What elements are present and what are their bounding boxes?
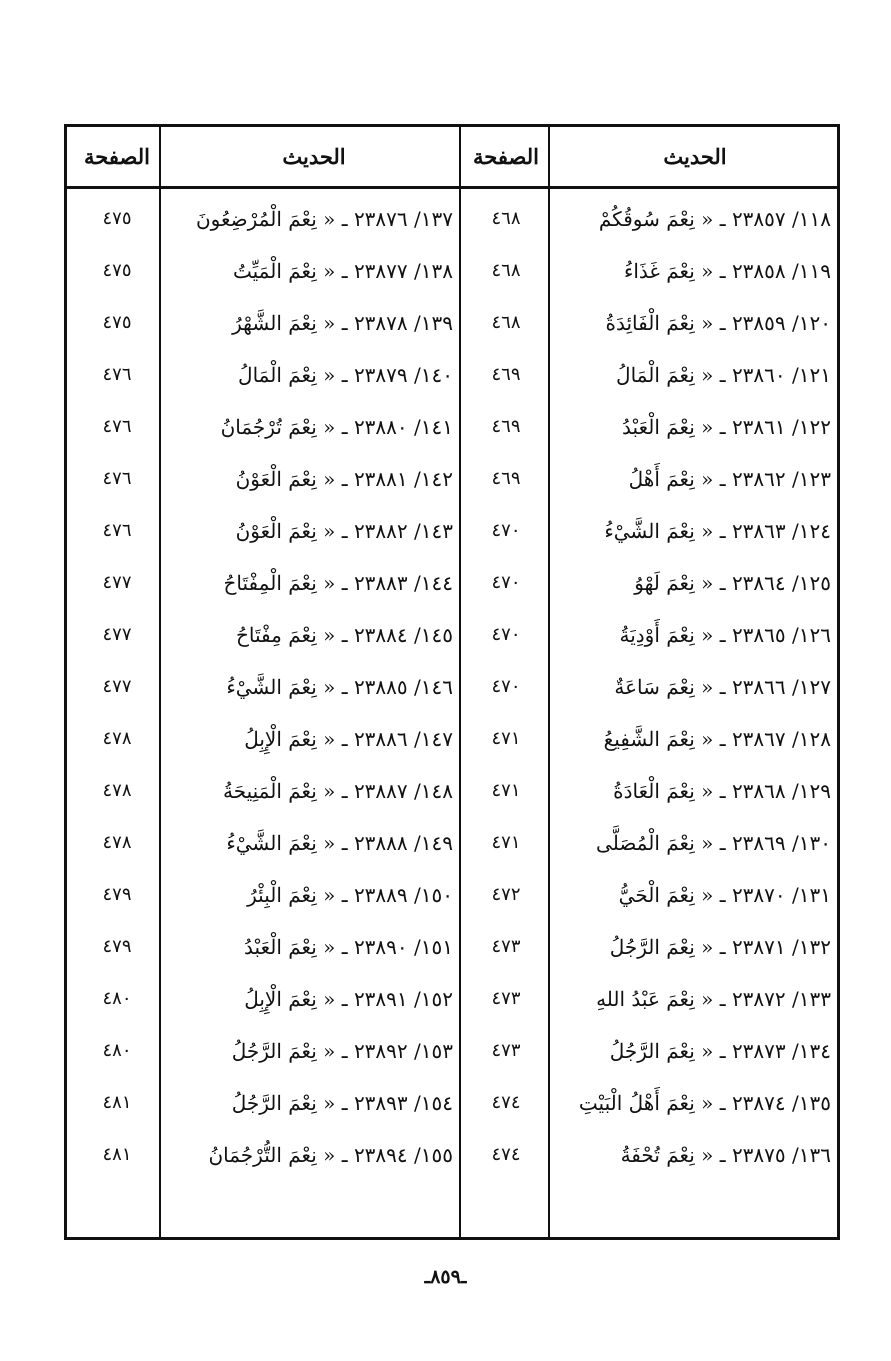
- table-row: [67, 1025, 837, 1077]
- right-page-cell: ٤٧٠: [491, 624, 521, 645]
- table-row: [67, 1077, 837, 1129]
- left-hadith-cell: ١٣٧/ ٢٣٨٧٦ ـ « نِعْمَ الْمُرْضِعُونَ: [195, 207, 453, 231]
- right-page-cell: ٤٦٨: [491, 260, 521, 281]
- table-row: [67, 557, 837, 609]
- right-page-cell: ٤٧١: [491, 832, 521, 853]
- table-row: [67, 973, 837, 1025]
- right-hadith-cell: ١٣٠/ ٢٣٨٦٩ ـ « نِعْمَ الْمُصَلَّى: [596, 831, 831, 855]
- right-hadith-cell: ١٢١/ ٢٣٨٦٠ ـ « نِعْمَ الْمَالُ: [616, 363, 831, 387]
- right-page-cell: ٤٦٩: [491, 468, 521, 489]
- right-hadith-cell: ١٣٥/ ٢٣٨٧٤ ـ « نِعْمَ أَهْلُ الْبَيْتِ: [578, 1091, 831, 1115]
- left-page-cell: ٤٧٨: [102, 780, 132, 801]
- left-hadith-cell: ١٣٨/ ٢٣٨٧٧ ـ « نِعْمَ الْمَيِّتُ: [233, 259, 453, 283]
- table-row: [67, 505, 837, 557]
- left-page-cell: ٤٧٧: [102, 676, 132, 697]
- left-page-cell: ٤٧٦: [102, 520, 132, 541]
- left-hadith-cell: ١٤٠/ ٢٣٨٧٩ ـ « نِعْمَ الْمَالُ: [238, 363, 453, 387]
- left-hadith-cell: ١٣٩/ ٢٣٨٧٨ ـ « نِعْمَ الشَّهْرُ: [232, 311, 453, 335]
- right-page-cell: ٤٧٣: [491, 988, 521, 1009]
- table-row: [67, 817, 837, 869]
- left-hadith-cell: ١٥٥/ ٢٣٨٩٤ ـ « نِعْمَ التُّرْجُمَانُ: [208, 1143, 453, 1167]
- table-row: [67, 869, 837, 921]
- left-hadith-cell: ١٤٩/ ٢٣٨٨٨ ـ « نِعْمَ الشَّيْءُ: [226, 831, 453, 855]
- left-hadith-cell: ١٤٦/ ٢٣٨٨٥ ـ « نِعْمَ الشَّيْءُ: [226, 675, 453, 699]
- page-number: ـ٨٥٩ـ: [424, 1266, 467, 1288]
- left-page-cell: ٤٧٥: [102, 260, 132, 281]
- left-page-cell: ٤٧٥: [102, 312, 132, 333]
- header-divider: [67, 186, 837, 189]
- left-hadith-cell: ١٥٠/ ٢٣٨٨٩ ـ « نِعْمَ الْبِئْرُ: [247, 883, 453, 907]
- left-hadith-cell: ١٤٨/ ٢٣٨٨٧ ـ « نِعْمَ الْمَنِيحَةُ: [222, 779, 453, 803]
- right-hadith-cell: ١٣٣/ ٢٣٨٧٢ ـ « نِعْمَ عَبْدُ اللهِ: [596, 987, 831, 1011]
- left-page-cell: ٤٧٦: [102, 364, 132, 385]
- right-hadith-cell: ١٢٩/ ٢٣٨٦٨ ـ « نِعْمَ الْعَادَةُ: [613, 779, 831, 803]
- left-hadith-cell: ١٥٣/ ٢٣٨٩٢ ـ « نِعْمَ الرَّجُلُ: [231, 1039, 453, 1063]
- right-hadith-cell: ١٢٦/ ٢٣٨٦٥ ـ « نِعْمَ أَوْدِيَةُ: [619, 623, 831, 647]
- right-hadith-cell: ١٢٣/ ٢٣٨٦٢ ـ « نِعْمَ أَهْلُ: [628, 467, 831, 491]
- left-hadith-cell: ١٤٧/ ٢٣٨٨٦ ـ « نِعْمَ الْإِبِلُ: [244, 727, 453, 751]
- left-page-cell: ٤٧٥: [102, 208, 132, 229]
- left-page-cell: ٤٧٨: [102, 728, 132, 749]
- right-hadith-cell: ١١٩/ ٢٣٨٥٨ ـ « نِعْمَ غَذَاءُ: [623, 259, 831, 283]
- right-page-cell: ٤٧٤: [491, 1144, 521, 1165]
- right-hadith-cell: ١٢٥/ ٢٣٨٦٤ ـ « نِعْمَ لَهْوُ: [634, 571, 831, 595]
- right-hadith-cell: ١٢٧/ ٢٣٨٦٦ ـ « نِعْمَ سَاعَةٌ: [614, 675, 831, 699]
- left-page-cell: ٤٧٧: [102, 624, 132, 645]
- left-page-cell: ٤٧٦: [102, 468, 132, 489]
- left-hadith-cell: ١٥٢/ ٢٣٨٩١ ـ « نِعْمَ الْإِبِلُ: [244, 987, 453, 1011]
- right-hadith-cell: ١٣٤/ ٢٣٨٧٣ ـ « نِعْمَ الرَّجُلُ: [609, 1039, 831, 1063]
- table-row: [67, 921, 837, 973]
- table-row: [67, 349, 837, 401]
- left-hadith-cell: ١٤١/ ٢٣٨٨٠ ـ « نِعْمَ تُرْجُمَانُ: [220, 415, 453, 439]
- right-hadith-cell: ١٢٢/ ٢٣٨٦١ ـ « نِعْمَ الْعَبْدُ: [622, 415, 831, 439]
- left-page-cell: ٤٧٧: [102, 572, 132, 593]
- table-row: [67, 609, 837, 661]
- table-row: [67, 297, 837, 349]
- right-hadith-cell: ١٣١/ ٢٣٨٧٠ ـ « نِعْمَ الْحَيُّ: [618, 883, 831, 907]
- left-page-cell: ٤٨١: [102, 1144, 132, 1165]
- left-page-cell: ٤٧٦: [102, 416, 132, 437]
- table-row: [67, 713, 837, 765]
- table-row: [67, 401, 837, 453]
- right-page-cell: ٤٧٠: [491, 520, 521, 541]
- right-page-cell: ٤٧٠: [491, 572, 521, 593]
- right-page-cell: ٤٦٨: [491, 312, 521, 333]
- left-page-cell: ٤٧٩: [102, 884, 132, 905]
- left-hadith-cell: ١٤٢/ ٢٣٨٨١ ـ « نِعْمَ الْعَوْنُ: [235, 467, 453, 491]
- table-row: [67, 193, 837, 245]
- left-page-cell: ٤٨١: [102, 1092, 132, 1113]
- header-left-page: الصفحة: [84, 144, 150, 169]
- table-row: [67, 245, 837, 297]
- right-hadith-cell: ١٢٨/ ٢٣٨٦٧ ـ « نِعْمَ الشَّفِيعُ: [603, 727, 831, 751]
- left-page-cell: ٤٨٠: [102, 1040, 132, 1061]
- right-hadith-cell: ١١٨/ ٢٣٨٥٧ ـ « نِعْمَ سُوقُكُمْ: [598, 207, 831, 231]
- index-table: [64, 124, 840, 1240]
- header-right-page: الصفحة: [473, 144, 539, 169]
- right-hadith-cell: ١٣٢/ ٢٣٨٧١ ـ « نِعْمَ الرَّجُلُ: [609, 935, 831, 959]
- right-page-cell: ٤٧٠: [491, 676, 521, 697]
- right-page-cell: ٤٧٤: [491, 1092, 521, 1113]
- left-page-cell: ٤٨٠: [102, 988, 132, 1009]
- left-hadith-cell: ١٤٣/ ٢٣٨٨٢ ـ « نِعْمَ الْعَوْنُ: [235, 519, 453, 543]
- right-page-cell: ٤٦٨: [491, 208, 521, 229]
- table-row: [67, 661, 837, 713]
- right-page-cell: ٤٦٩: [491, 364, 521, 385]
- right-page-cell: ٤٧٣: [491, 936, 521, 957]
- right-page-cell: ٤٧٢: [491, 884, 521, 905]
- table-row: [67, 453, 837, 505]
- table-row: [67, 1129, 837, 1181]
- right-page-cell: ٤٧١: [491, 780, 521, 801]
- left-hadith-cell: ١٥٤/ ٢٣٨٩٣ ـ « نِعْمَ الرَّجُلُ: [231, 1091, 453, 1115]
- right-hadith-cell: ١٢٠/ ٢٣٨٥٩ ـ « نِعْمَ الْفَائِدَةُ: [605, 311, 831, 335]
- header-left-hadith: الحديث: [282, 144, 346, 169]
- right-hadith-cell: ١٣٦/ ٢٣٨٧٥ ـ « نِعْمَ تُحْفَةُ: [620, 1143, 831, 1167]
- header-right-hadith: الحديث: [663, 144, 727, 169]
- right-hadith-cell: ١٢٤/ ٢٣٨٦٣ ـ « نِعْمَ الشَّيْءُ: [604, 519, 831, 543]
- right-page-cell: ٤٦٩: [491, 416, 521, 437]
- left-hadith-cell: ١٥١/ ٢٣٨٩٠ ـ « نِعْمَ الْعَبْدُ: [244, 935, 453, 959]
- table-row: [67, 765, 837, 817]
- left-hadith-cell: ١٤٤/ ٢٣٨٨٣ ـ « نِعْمَ الْمِفْتَاحُ: [223, 571, 453, 595]
- right-page-cell: ٤٧١: [491, 728, 521, 749]
- right-page-cell: ٤٧٣: [491, 1040, 521, 1061]
- left-hadith-cell: ١٤٥/ ٢٣٨٨٤ ـ « نِعْمَ مِفْتَاحُ: [236, 623, 453, 647]
- left-page-cell: ٤٧٩: [102, 936, 132, 957]
- left-page-cell: ٤٧٨: [102, 832, 132, 853]
